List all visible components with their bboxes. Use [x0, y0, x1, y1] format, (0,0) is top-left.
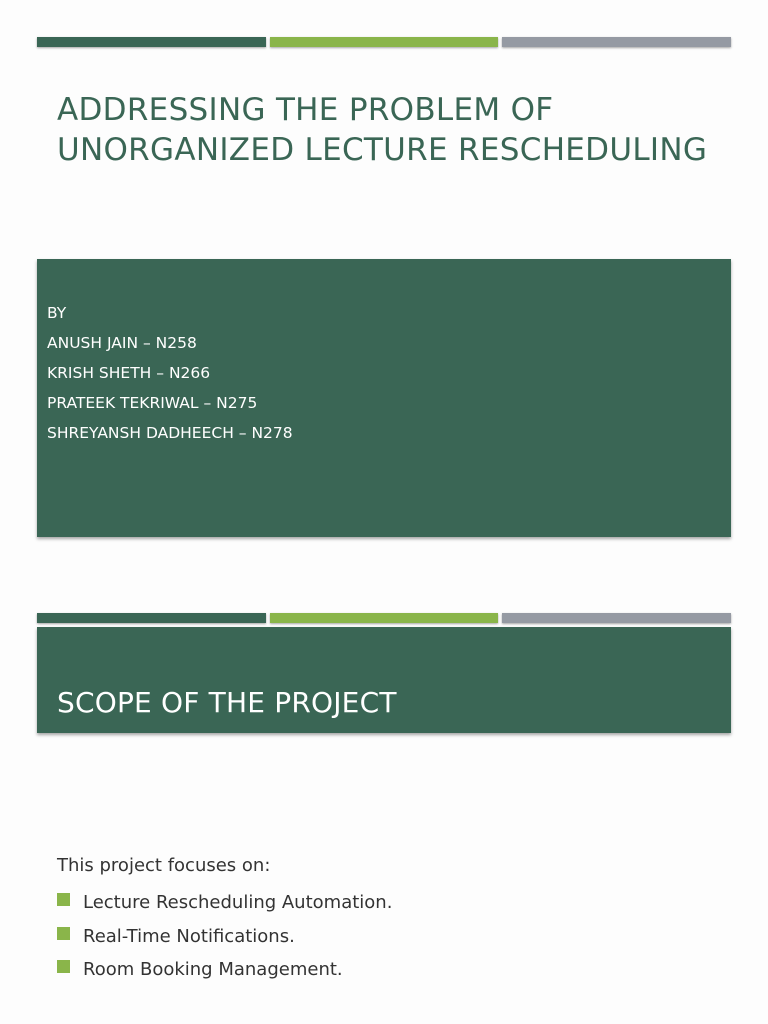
list-item	[57, 920, 392, 954]
author-item: SHREYANSH DADHEECH – N278	[47, 424, 293, 442]
list-item-text: Real-Time Notifications.	[83, 925, 295, 947]
list-item	[57, 886, 392, 920]
accent-bar-gray-segment	[502, 613, 731, 623]
authors-panel	[37, 259, 731, 537]
author-item: ANUSH JAIN – N258	[47, 334, 197, 352]
list-item-text: Lecture Rescheduling Automation.	[83, 892, 393, 914]
slide2-header-panel	[37, 627, 731, 733]
list-item-text: Room Booking Management.	[83, 959, 343, 981]
accent-bar-green-segment	[270, 37, 499, 47]
accent-bar-green-segment	[270, 613, 499, 623]
slide2-accent-bar	[37, 613, 731, 623]
slide1-title: ADDRESSING THE PROBLEM OF UNORGANIZED LECTURE RESCHEDULING	[57, 92, 708, 168]
slide1-accent-bar	[37, 37, 731, 47]
authors-by-label: BY	[47, 304, 67, 322]
slide2-intro-text: This project focuses on:	[57, 855, 271, 876]
accent-bar-dark-segment	[37, 37, 266, 47]
author-item: PRATEEK TEKRIWAL – N275	[47, 394, 258, 412]
square-bullet-icon	[57, 893, 70, 906]
accent-bar-dark-segment	[37, 613, 266, 623]
square-bullet-icon	[57, 960, 70, 973]
authors-list	[47, 298, 293, 448]
slide2-title: SCOPE OF THE PROJECT	[57, 686, 397, 719]
square-bullet-icon	[57, 927, 70, 940]
scope-bullet-list	[57, 886, 392, 987]
accent-bar-gray-segment	[502, 37, 731, 47]
author-item: KRISH SHETH – N266	[47, 364, 211, 382]
list-item	[57, 953, 392, 987]
